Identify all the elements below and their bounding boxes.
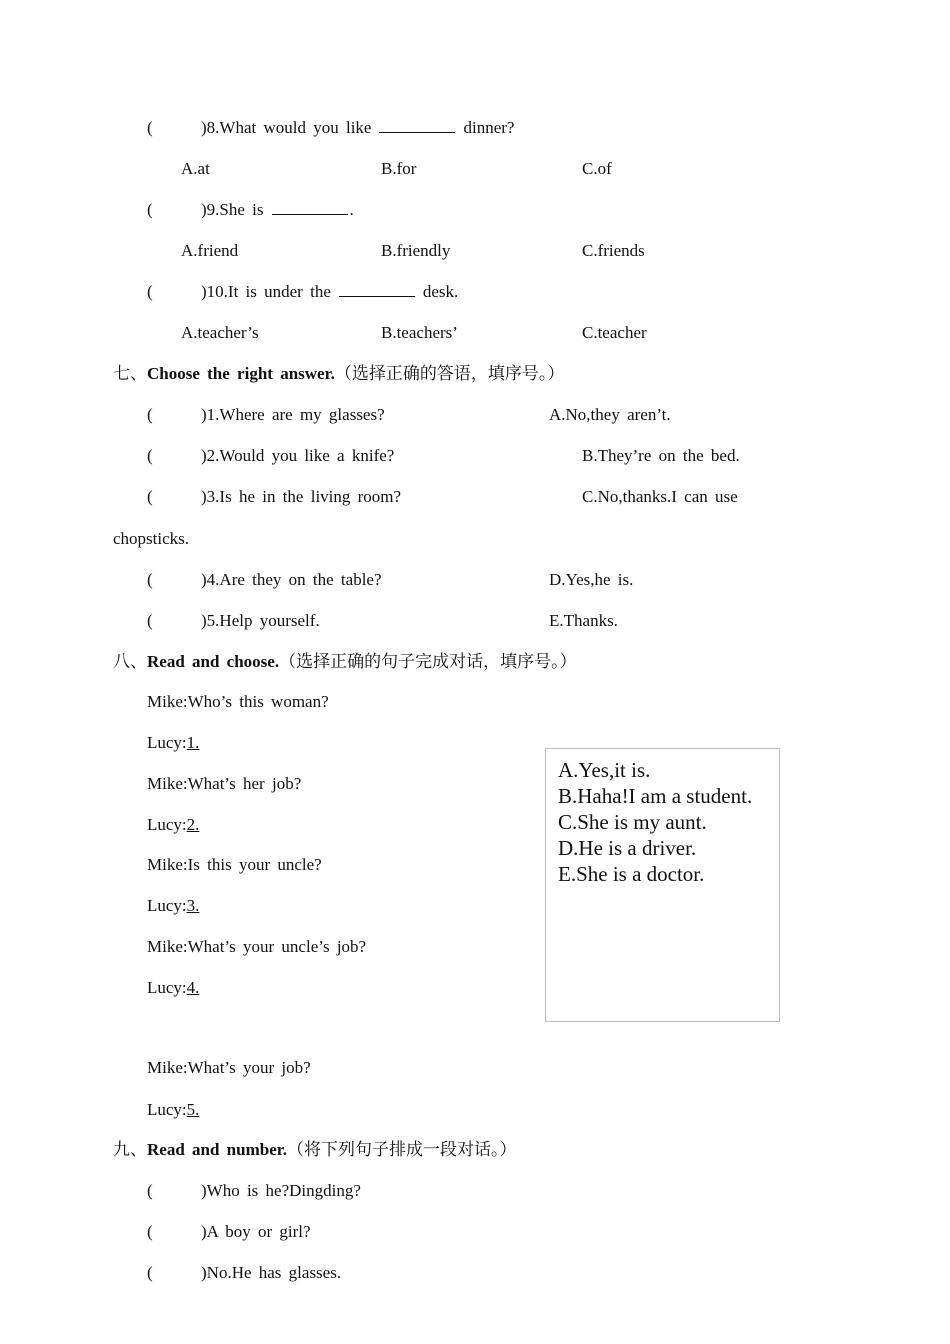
dialog-line-mike-5: Mike:What’s your job? [147, 1058, 311, 1077]
answer-paren: ( [147, 1263, 153, 1282]
section-7-number: 七、 [113, 364, 147, 383]
speaker-lucy: Lucy: [147, 733, 187, 752]
s7-question-1: )1.Where are my glasses? [201, 405, 385, 424]
option-e: E.She is a doctor. [558, 862, 705, 886]
s7-question-3: )3.Is he in the living room? [201, 487, 402, 506]
s7-question-5: )5.Help yourself. [201, 611, 320, 630]
q10-stem [201, 281, 458, 303]
s7-question-2: )2.Would you like a knife? [201, 446, 395, 465]
q8-option-a: A.at [181, 159, 210, 178]
answer-paren: ( [147, 487, 153, 506]
q8-stem [201, 117, 514, 139]
q8-option-c: C.of [582, 159, 612, 178]
q9-blank [272, 199, 348, 215]
answer-paren: ( [147, 1222, 153, 1241]
q8-blank [379, 117, 455, 133]
option-c: C.She is my aunt. [558, 810, 707, 834]
q9-option-a: A.friend [181, 241, 239, 260]
dialog-line-lucy-2 [147, 814, 199, 836]
q9-stem-end: . [349, 200, 354, 219]
blank-number-3: 3. [186, 896, 200, 915]
q10-option-c: C.teacher [582, 323, 647, 342]
option-d: D.He is a driver. [558, 836, 697, 860]
q9-stem [201, 199, 354, 221]
option-a: A.Yes,it is. [558, 758, 651, 782]
section-9-title-en: Read and number. [147, 1140, 287, 1159]
speaker-lucy: Lucy: [147, 896, 187, 915]
blank-number-1: 1. [186, 733, 200, 752]
q10-option-b: B.teachers’ [381, 323, 458, 342]
dialog-line-mike-1: Mike:Who’s this woman? [147, 692, 329, 711]
section-9-number: 九、 [113, 1140, 147, 1159]
s9-sentence-1: )Who is he?Dingding? [201, 1181, 361, 1200]
blank-number-5: 5. [186, 1100, 200, 1119]
q9-option-b: B.friendly [381, 241, 451, 260]
section-8-title [113, 651, 577, 673]
q10-stem-text: )10.It is under the [201, 282, 331, 301]
blank-number-2: 2. [186, 815, 200, 834]
answer-paren: ( [147, 282, 153, 301]
s7-answer-a: A.No,they aren’t. [549, 405, 671, 424]
s9-sentence-3: )No.He has glasses. [201, 1263, 342, 1282]
dialog-line-lucy-4 [147, 977, 199, 999]
answer-paren: ( [147, 570, 153, 589]
section-7-title [113, 363, 564, 385]
section-8-title-cn: （选择正确的句子完成对话，填序号。） [279, 652, 577, 671]
dialog-line-lucy-1 [147, 732, 199, 754]
dialog-line-mike-3: Mike:Is this your uncle? [147, 855, 322, 874]
section-7-title-en: Choose the right answer. [147, 364, 335, 383]
answer-paren: ( [147, 200, 153, 219]
answer-paren: ( [147, 611, 153, 630]
q10-option-a: A.teacher’s [181, 323, 259, 342]
q8-stem-text: )8.What would you like [201, 118, 372, 137]
option-b: B.Haha!I am a student. [558, 784, 753, 808]
q9-stem-text: )9.She is [201, 200, 264, 219]
speaker-lucy: Lucy: [147, 815, 187, 834]
dialog-line-lucy-3 [147, 895, 199, 917]
answer-paren: ( [147, 405, 153, 424]
speaker-lucy: Lucy: [147, 1100, 187, 1119]
dialog-line-mike-4: Mike:What’s your uncle’s job? [147, 937, 367, 956]
s7-answer-d: D.Yes,he is. [549, 570, 634, 589]
options-box [545, 748, 780, 1022]
blank-number-4: 4. [186, 978, 200, 997]
q8-stem-end: dinner? [463, 118, 515, 137]
answer-paren: ( [147, 1181, 153, 1200]
section-7-title-cn: （选择正确的答语，填序号。） [334, 364, 565, 383]
section-9-title [113, 1139, 517, 1161]
q9-option-c: C.friends [582, 241, 645, 260]
s9-sentence-2: )A boy or girl? [201, 1222, 311, 1241]
section-9-title-cn: （将下列句子排成一段对话。） [287, 1140, 517, 1159]
section-8-title-en: Read and choose. [147, 652, 280, 671]
q10-blank [339, 281, 415, 297]
section-8-number: 八、 [113, 652, 147, 671]
answer-paren: ( [147, 446, 153, 465]
s7-answer-e: E.Thanks. [549, 611, 618, 630]
answer-paren: ( [147, 118, 153, 137]
q10-stem-end: desk. [422, 282, 459, 301]
speaker-lucy: Lucy: [147, 978, 187, 997]
s7-answer-c-wrap: chopsticks. [113, 529, 190, 548]
s7-answer-b: B.They’re on the bed. [582, 446, 740, 465]
s7-question-4: )4.Are they on the table? [201, 570, 382, 589]
s7-answer-c: C.No,thanks.I can use [582, 487, 738, 506]
q8-option-b: B.for [381, 159, 417, 178]
dialog-line-mike-2: Mike:What’s her job? [147, 774, 302, 793]
dialog-line-lucy-5 [147, 1099, 199, 1121]
